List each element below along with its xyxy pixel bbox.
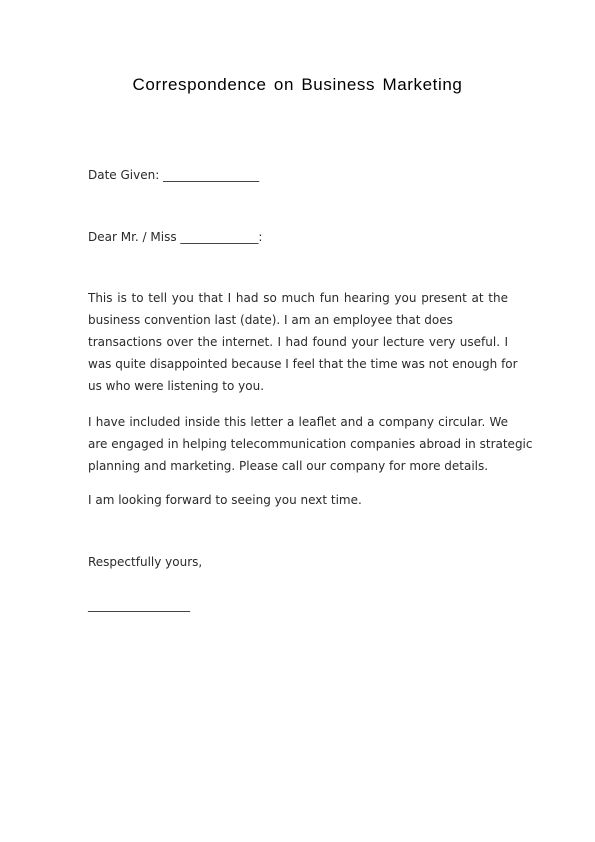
paragraph-line: This is to tell you that I had so much fun hearing you present at the xyxy=(88,291,508,305)
paragraph-line: are engaged in helping telecommunication companies abroad in strategic xyxy=(88,437,533,451)
document-title: Correspondence on Business Marketing xyxy=(132,75,463,94)
paragraph-line: planning and marketing. Please call our company for more details. xyxy=(88,459,489,473)
paragraph-line: us who were listening to you. xyxy=(88,379,265,393)
complimentary-close: Respectfully yours, xyxy=(88,555,203,569)
paragraph-line: I have included inside this letter a leaflet and a company circular. We xyxy=(88,415,508,429)
body-paragraph-1 xyxy=(88,287,518,397)
salutation: Dear Mr. / Miss _____________: xyxy=(88,230,263,244)
signature-line: _________________ xyxy=(88,598,190,612)
paragraph-line: transactions over the internet. I had found your lecture very useful. I xyxy=(88,335,508,349)
paragraph-line: business convention last (date). I am an employee that does xyxy=(88,313,453,327)
paragraph-line: was quite disappointed because I feel that the time was not enough for xyxy=(88,357,518,371)
date-line: Date Given: ________________ xyxy=(88,168,260,182)
body-paragraph-2 xyxy=(88,411,533,477)
closing-sentence: I am looking forward to seeing you next time. xyxy=(88,493,362,507)
